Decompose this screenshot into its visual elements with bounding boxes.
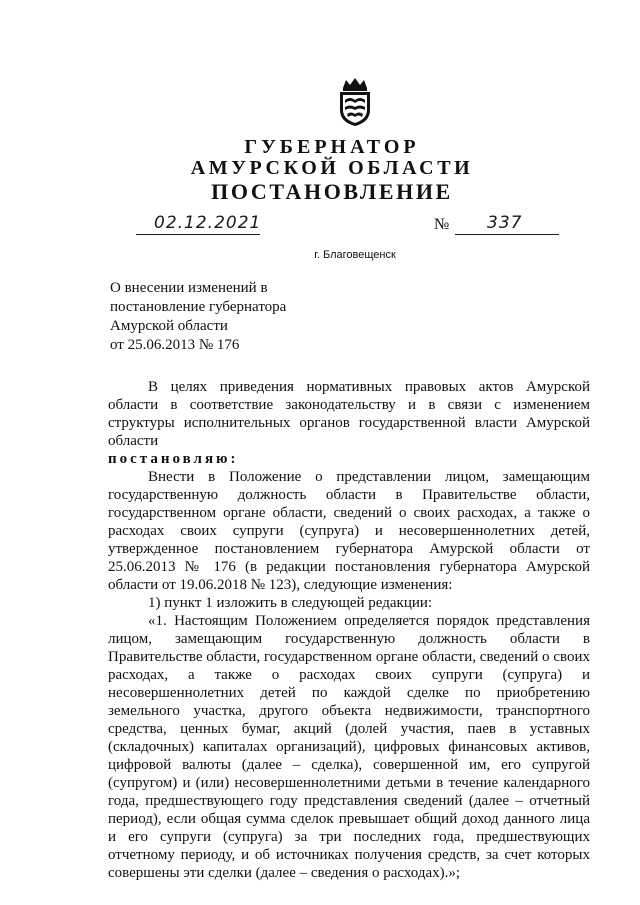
subject-line: от 25.06.2013 № 176 bbox=[110, 337, 240, 353]
handwritten-number: 337 bbox=[487, 213, 523, 233]
date-field bbox=[136, 212, 260, 235]
amur-region-coat-of-arms-icon bbox=[334, 76, 376, 128]
document-type-title: ПОСТАНОВЛЕНИЕ bbox=[211, 179, 453, 204]
city-name: г. Благовещенск bbox=[314, 249, 396, 261]
number-sign: № bbox=[434, 216, 450, 233]
document-subject bbox=[110, 279, 330, 355]
subject-line: постановление губернатора bbox=[110, 299, 287, 315]
region-title: АМУРСКОЙ ОБЛАСТИ bbox=[190, 157, 474, 179]
quoted-clause-paragraph: «1. Настоящим Положением определяется порядок представления лицом, замещающим государственную должность области в Правительстве области, государственном органе области, сведений о своих расходах, а также о расходах своих супруги (супруга) и несовершеннолетних детей по каждой сделке по приобретению земельного участка, другого объекта недвижимости, транспортного средства, ценных бумаг, акций (долей участия, паев в уставных (складочных) капиталах организаций), цифровых финансовых активов, цифровой валюты (далее – сделка), совершенной им, его супругой (супругом) и (или) несовершеннолетними детьми в течение календарного года, предшествующего году представления сведений (далее – отчетный период), если общая сумма сделок превышает общий доход данного лица и его супруги (супруга) за три последних года, предшествующих отчетному периоду, и об источниках получения средств, за счет которых совершены эти сделки (далее – сведения о расходах).»; bbox=[108, 613, 590, 881]
document-body bbox=[108, 378, 590, 882]
subject-line: О внесении изменений в bbox=[110, 280, 268, 296]
number-field bbox=[455, 212, 559, 235]
preamble-paragraph: В целях приведения нормативных правовых актов Амурской области в соответствие законодательству и в связи с изменением структуры исполнительных органов государственной власти Амурской области bbox=[108, 379, 590, 449]
handwritten-date: 02.12.2021 bbox=[154, 213, 262, 233]
subject-line: Амурской области bbox=[110, 318, 228, 334]
resolve-word-text: постановляю: bbox=[108, 451, 239, 467]
governor-title: ГУБЕРНАТОР bbox=[244, 136, 420, 158]
resolve-word bbox=[108, 450, 590, 468]
item-intro-paragraph: Внести в Положение о представлении лицом, замещающим государственную должность области в Правительстве области, государственном органе области, сведений о своих расходах, а также о расходах своих супруги (супруга) и несовершеннолетних детей, утвержденное постановлением губернатора Амурской области от 25.06.2013 № 176 (в редакции постановления губернатора Амурской области от 19.06.2018 № 123), следующие изменения: bbox=[108, 469, 590, 593]
subitem-paragraph: 1) пункт 1 изложить в следующей редакции: bbox=[148, 595, 433, 611]
